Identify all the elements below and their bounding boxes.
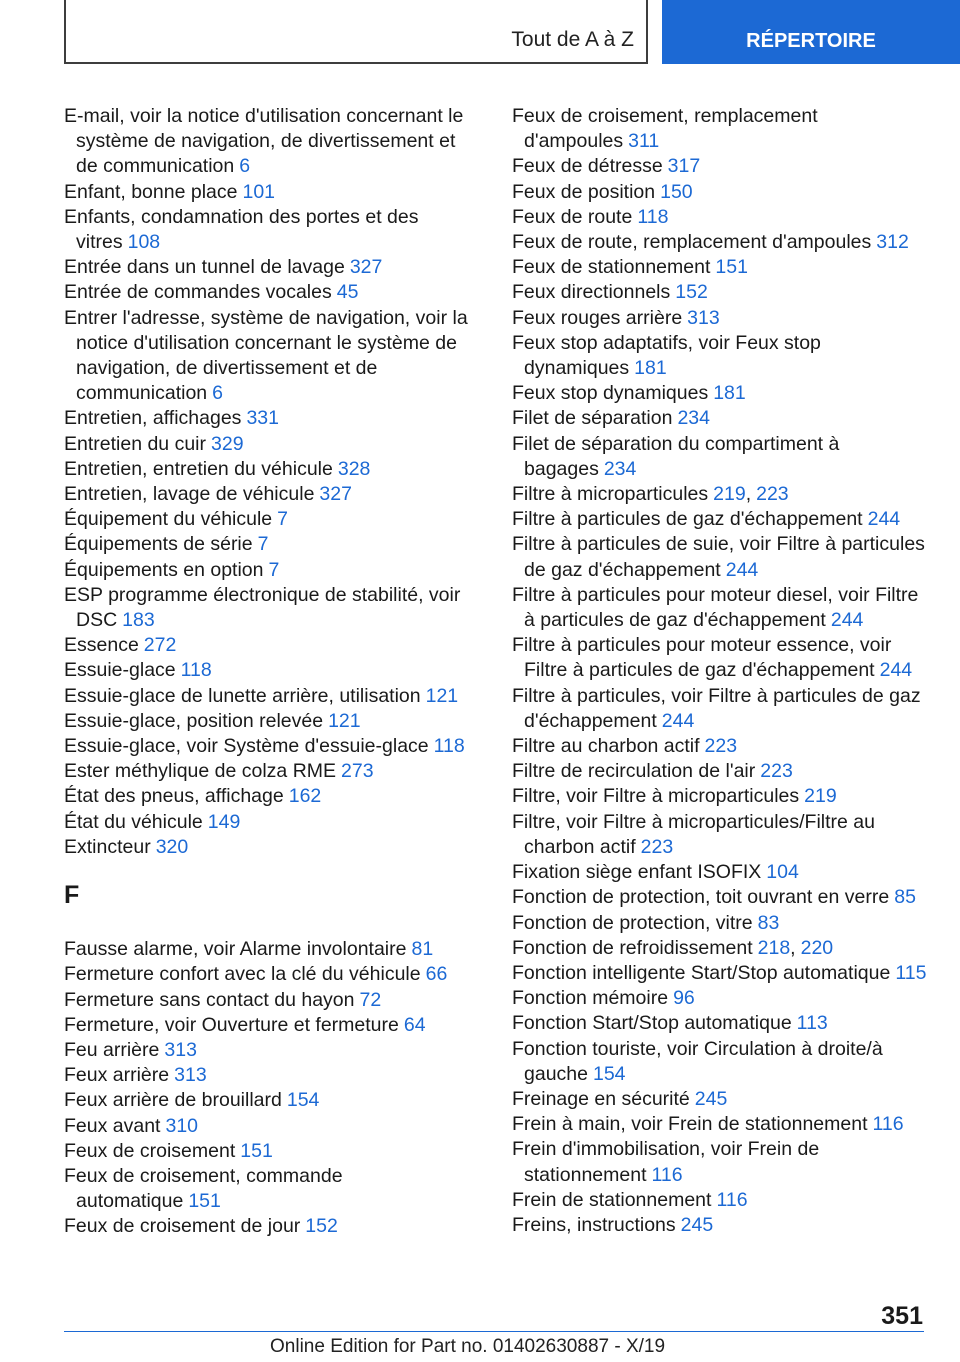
page-reference-link[interactable]: 6 (212, 382, 223, 405)
page-reference-link[interactable]: 154 (286, 1089, 320, 1112)
index-entry-text: Frein à main, voir Frein de stationnement (512, 1113, 868, 1136)
index-entry-text: Filet de séparation du compartiment à bagages (512, 432, 840, 480)
index-entry (512, 154, 927, 179)
page-reference-link[interactable]: 312 (876, 231, 909, 254)
page-reference-link[interactable]: 317 (667, 155, 701, 178)
index-entry-text: Entrée dans un tunnel de lavage (64, 256, 345, 279)
page-reference-link[interactable]: 72 (359, 988, 382, 1011)
index-entry (64, 457, 479, 482)
index-column-left (64, 104, 479, 1240)
page-reference-link[interactable]: 234 (603, 457, 637, 480)
index-group-f-continued (512, 104, 927, 1238)
index-entry (64, 988, 479, 1013)
index-entry-text: Filtre, voir Filtre à microparticules/Filtre au charbon actif (512, 810, 875, 858)
page-reference-link[interactable]: 64 (403, 1013, 426, 1036)
index-entry (64, 962, 479, 987)
page-reference-link[interactable]: 244 (830, 609, 864, 632)
page-reference-link[interactable]: 151 (240, 1139, 273, 1162)
index-entry-text: Essuie-glace (64, 659, 176, 682)
page-reference-link[interactable]: 223 (760, 760, 793, 783)
index-entry (64, 1214, 479, 1239)
page-reference-link[interactable]: 331 (246, 407, 279, 430)
index-entry (512, 633, 927, 683)
index-entry (512, 1213, 927, 1238)
index-entry (512, 205, 927, 230)
index-entry (64, 180, 479, 205)
index-entry-text: Feux arrière (64, 1064, 170, 1087)
index-entry (512, 432, 927, 482)
page-reference-link[interactable]: 116 (651, 1163, 683, 1186)
page-reference-link[interactable]: 320 (155, 835, 189, 858)
index-entry (512, 885, 927, 910)
index-entry (64, 205, 479, 255)
index-entry-text: Fonction de protection, toit ouvrant en verre (512, 886, 890, 909)
index-entry-text: Feux de croisement, commande automatique (64, 1164, 343, 1213)
index-entry (64, 784, 479, 809)
index-entry-text: Enfant, bonne place (64, 180, 238, 203)
index-entry (512, 306, 927, 331)
index-entry-text: Fonction de refroidissement (512, 936, 753, 959)
page-reference-link[interactable]: 154 (592, 1062, 626, 1085)
index-entry-text: Enfants, condamnation des portes et des vitres (64, 205, 419, 254)
index-entry-text: Feux de croisement, remplacement d'ampoules (512, 105, 818, 153)
page-reference-link[interactable]: 311 (628, 130, 660, 153)
footer-divider (64, 1331, 924, 1332)
index-entry-text: Filtre, voir Filtre à microparticules (512, 785, 800, 808)
index-entry (64, 406, 479, 431)
page-reference-link[interactable]: 244 (867, 508, 901, 531)
index-entry-text: Filtre à particules de gaz d'échappement (512, 508, 863, 531)
page-reference-link[interactable]: 152 (675, 281, 708, 304)
index-entry-text: Essuie-glace, position relevée (64, 709, 324, 732)
index-entry (64, 684, 479, 709)
index-entry (512, 1087, 927, 1112)
index-entry (64, 1038, 479, 1063)
page-reference-link[interactable]: 151 (188, 1190, 221, 1213)
page-reference-link[interactable]: 310 (165, 1114, 199, 1137)
page-reference-link[interactable]: 149 (207, 810, 241, 833)
index-entry-text: Entretien du cuir (64, 432, 206, 455)
index-entry (64, 558, 479, 583)
index-entry (64, 482, 479, 507)
index-entry-text: Entretien, lavage de véhicule (64, 483, 315, 506)
page-reference-link[interactable]: 66 (425, 963, 448, 986)
page-reference-link[interactable]: 162 (288, 785, 322, 808)
index-entry-text: Feux de position (512, 180, 656, 203)
index-entry-text: Fermeture sans contact du hayon (64, 988, 355, 1011)
page-reference-link[interactable]: 83 (757, 911, 780, 934)
index-entry (512, 1011, 927, 1036)
index-entry-text: Filtre au charbon actif (512, 735, 700, 758)
page-reference-link[interactable]: 150 (660, 180, 693, 203)
index-entry-text: État du véhicule (64, 810, 203, 833)
index-entry-text: Frein d'immobilisation, voir Frein de stationnement (512, 1138, 820, 1186)
page-reference-link[interactable]: 183 (122, 609, 155, 632)
page-reference-link[interactable]: 181 (634, 357, 667, 380)
index-entry (512, 406, 927, 431)
page-reference-link[interactable]: 220 (800, 936, 834, 959)
index-entry-text: Fonction mémoire (512, 987, 669, 1010)
page-number: 351 (881, 1302, 923, 1330)
index-entry-text: Feux avant (64, 1114, 161, 1137)
index-entry-text: Filtre à particules pour moteur diesel, voir Filtre à particules de gaz d'échappement (512, 583, 919, 632)
tab-a-to-z[interactable] (64, 0, 648, 64)
index-entry-text: Entrer l'adresse, système de navigation, voir la notice d'utilisation concernant le système de navigation, de divertissement et de communication (64, 306, 468, 405)
index-entry (64, 1114, 479, 1139)
tab-a-to-z-label: Tout de A à Z (511, 28, 634, 51)
index-entry (64, 759, 479, 784)
index-entry-text: Feux directionnels (512, 281, 671, 304)
page-reference-link[interactable]: 245 (694, 1087, 728, 1110)
page-reference-link[interactable]: 45 (336, 281, 359, 304)
index-entry (512, 104, 927, 154)
page-reference-link[interactable]: 313 (164, 1038, 197, 1061)
index-entry-text: Feux de route (512, 205, 633, 228)
page-reference-link[interactable]: 108 (127, 231, 161, 254)
index-entry-text: Fonction intelligente Start/Stop automatique (512, 961, 891, 984)
index-entry-text: État des pneus, affichage (64, 785, 284, 808)
index-entry-text: Filtre à particules pour moteur essence, voir Filtre à particules de gaz d'échappement (512, 634, 892, 682)
index-entry-text: Essuie-glace, voir Système d'essuie-glace (64, 735, 429, 758)
index-entry-text: Entretien, entretien du véhicule (64, 457, 333, 480)
index-entry (512, 280, 927, 305)
index-group-f (64, 937, 479, 1239)
index-entry-text: Fonction Start/Stop automatique (512, 1012, 792, 1035)
index-entry (512, 810, 927, 860)
index-entry-text: Entretien, affichages (64, 407, 242, 430)
index-entry (512, 684, 927, 734)
index-entry-text: Feux de croisement de jour (64, 1215, 301, 1238)
page-reference-link[interactable]: 272 (143, 634, 177, 657)
index-entry-text: Fonction de protection, vitre (512, 911, 753, 934)
page-reference-link[interactable]: 313 (174, 1064, 207, 1087)
index-entry-text: Filet de séparation (512, 407, 673, 430)
page-reference-link[interactable]: 181 (713, 382, 746, 405)
index-entry-text: Essence (64, 634, 139, 657)
page-reference-link[interactable]: 96 (673, 987, 695, 1010)
index-entry-text: Entrée de commandes vocales (64, 281, 332, 304)
page-reference-link[interactable]: 81 (411, 938, 434, 961)
index-entry (512, 331, 927, 381)
index-entry-text: Filtre à microparticules (512, 483, 709, 506)
index-entry (512, 482, 927, 507)
index-entry-text: Filtre à particules de suie, voir Filtre à particules de gaz d'échappement (512, 533, 925, 581)
index-entry-text: Fonction touriste, voir Circulation à droite/à gauche (512, 1037, 883, 1085)
index-entry-text: Fermeture confort avec la clé du véhicule (64, 963, 421, 986)
index-entry (64, 507, 479, 532)
index-entry-text: Feux rouges arrière (512, 306, 683, 329)
section-letter: F (64, 881, 80, 910)
tab-index[interactable] (662, 0, 960, 64)
index-entry (64, 937, 479, 962)
index-entry (64, 709, 479, 734)
index-entry-text: Filtre de recirculation de l'air (512, 760, 756, 783)
page-reference-link[interactable]: 7 (277, 508, 288, 531)
index-entry (64, 104, 479, 180)
index-entry (512, 532, 927, 582)
index-entry (64, 1139, 479, 1164)
page-reference-link[interactable]: 223 (704, 735, 738, 758)
page-reference-link[interactable]: 116 (872, 1113, 904, 1136)
index-entry (512, 936, 927, 961)
index-entry-text: Feu arrière (64, 1038, 160, 1061)
page-reference-link[interactable]: 121 (425, 684, 459, 707)
index-entry (512, 784, 927, 809)
page-reference-link[interactable]: 327 (349, 256, 383, 279)
page-reference-link[interactable]: 85 (894, 886, 916, 909)
index-entry-text: Équipement du véhicule (64, 508, 273, 531)
index-entry-text: Feux stop dynamiques (512, 382, 709, 405)
index-entry-text: Frein de stationnement (512, 1188, 712, 1211)
page-reference-link[interactable]: 116 (716, 1188, 748, 1211)
index-entry (64, 734, 479, 759)
index-entry (512, 759, 927, 784)
index-entry (512, 1037, 927, 1087)
index-entry (512, 1137, 927, 1187)
tab-index-label: RÉPERTOIRE (746, 30, 876, 52)
index-entry (64, 583, 479, 633)
index-entry-text: Équipements en option (64, 558, 264, 581)
index-group-e (64, 104, 479, 860)
page-reference-link[interactable]: 329 (211, 432, 244, 455)
page-reference-link[interactable]: 113 (796, 1012, 828, 1035)
footer-edition: Online Edition for Part no. 01402630887 - X/19 (270, 1336, 666, 1357)
page-reference-link[interactable]: 118 (637, 205, 669, 228)
index-entry (512, 911, 927, 936)
index-entry-text: Feux stop adaptatifs, voir Feux stop dynamiques (512, 331, 821, 380)
index-entry-text: Extincteur (64, 835, 151, 858)
page-reference-link[interactable]: 245 (680, 1213, 714, 1236)
page-reference-link[interactable]: 327 (319, 483, 352, 506)
page-reference-link[interactable]: 218 (757, 936, 791, 959)
page-reference-link[interactable]: 104 (766, 861, 799, 884)
page-reference-link[interactable]: 151 (715, 256, 748, 279)
index-entry (512, 180, 927, 205)
page-reference-link[interactable]: 7 (257, 533, 269, 556)
index-entry (64, 1063, 479, 1088)
index-entry (512, 381, 927, 406)
page-reference-link[interactable]: 313 (687, 306, 720, 329)
index-entry-text: Fermeture, voir Ouverture et fermeture (64, 1013, 399, 1036)
index-entry-text: Feux de détresse (512, 155, 663, 178)
index-entry (64, 658, 479, 683)
index-entry (64, 1164, 479, 1214)
index-entry (64, 280, 479, 305)
index-entry (64, 532, 479, 557)
index-entry-text: Feux de stationnement (512, 256, 711, 279)
index-entry-text: Essuie-glace de lunette arrière, utilisation (64, 684, 421, 707)
index-entry (512, 961, 927, 986)
index-entry (512, 507, 927, 532)
page-reference-link[interactable]: 244 (661, 709, 695, 732)
page-reference-link[interactable]: 6 (239, 155, 251, 178)
index-column-right (512, 104, 927, 1238)
page-separator: , (745, 483, 752, 506)
index-entry (64, 810, 479, 835)
page-reference-link[interactable]: 328 (337, 457, 371, 480)
index-entry (512, 583, 927, 633)
page-reference-link[interactable]: 115 (895, 961, 927, 984)
index-entry (64, 306, 479, 407)
index-entry (512, 986, 927, 1011)
index-entry-text: Filtre à particules, voir Filtre à particules de gaz d'échappement (512, 684, 921, 732)
page-reference-link[interactable]: 219 (713, 483, 746, 506)
index-entry (512, 1112, 927, 1137)
page-reference-link[interactable]: 152 (305, 1215, 338, 1238)
index-entry-text: Fausse alarme, voir Alarme involontaire (64, 938, 407, 961)
index-entry (512, 1188, 927, 1213)
index-entry (64, 1088, 479, 1113)
page-reference-link[interactable]: 244 (879, 659, 913, 682)
index-entry-text: Freinage en sécurité (512, 1087, 690, 1110)
index-entry-text: Ester méthylique de colza RME (64, 760, 337, 783)
index-entry (64, 633, 479, 658)
page-reference-link[interactable]: 7 (268, 558, 280, 581)
page-reference-link[interactable]: 219 (804, 785, 837, 808)
index-entry-text: Feux de route, remplacement d'ampoules (512, 231, 872, 254)
index-entry-text: Équipements de série (64, 533, 253, 556)
page-reference-link[interactable]: 273 (341, 760, 374, 783)
page-separator: , (790, 936, 796, 959)
index-entry-text: ESP programme électronique de stabilité, voir DSC (64, 583, 461, 632)
index-entry (64, 835, 479, 860)
index-entry-text: Freins, instructions (512, 1213, 676, 1236)
page-reference-link[interactable]: 244 (725, 558, 759, 581)
page-reference-link[interactable]: 223 (756, 483, 789, 506)
index-entry-text: E-mail, voir la notice d'utilisation concernant le système de navigation, de divertissement et de communication (64, 105, 464, 178)
index-entry (512, 860, 927, 885)
index-entry (64, 1013, 479, 1038)
index-entry (64, 432, 479, 457)
page-reference-link[interactable]: 223 (640, 835, 674, 858)
index-entry-text: Feux arrière de brouillard (64, 1089, 282, 1112)
page-reference-link[interactable]: 118 (433, 735, 465, 758)
index-entry (64, 255, 479, 280)
page-reference-link[interactable]: 118 (180, 659, 212, 682)
index-entry-text: Feux de croisement (64, 1139, 236, 1162)
index-entry (512, 230, 927, 255)
index-entry-text: Fixation siège enfant ISOFIX (512, 861, 762, 884)
index-entry (512, 734, 927, 759)
page-reference-link[interactable]: 234 (677, 407, 710, 430)
page-reference-link[interactable]: 121 (328, 709, 361, 732)
page-reference-link[interactable]: 101 (242, 180, 276, 203)
index-entry (512, 255, 927, 280)
